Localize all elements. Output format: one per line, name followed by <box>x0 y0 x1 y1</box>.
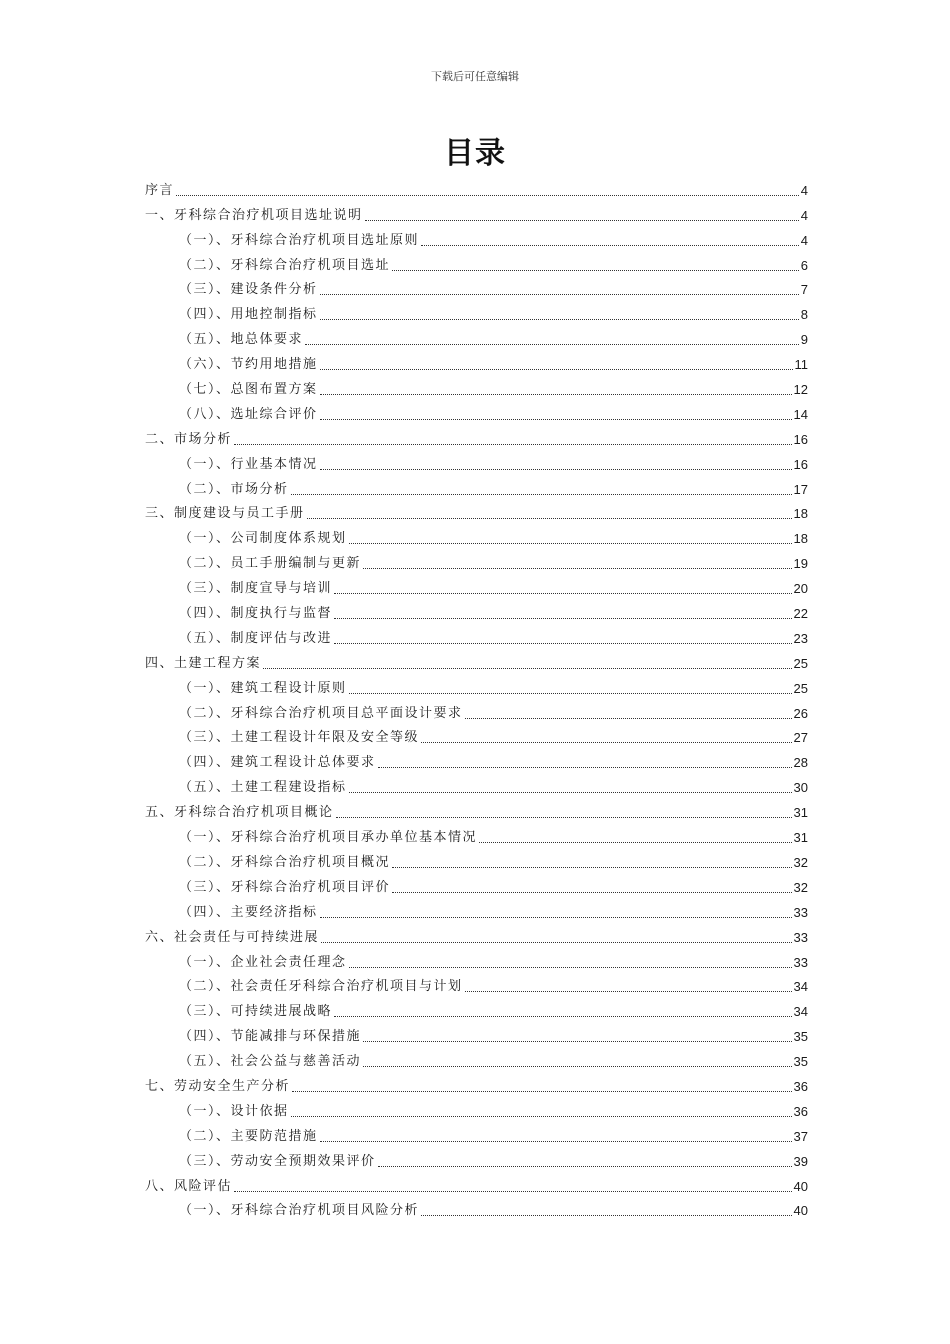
toc-entry[interactable] <box>145 498 808 523</box>
toc-entry-label: （四）、主要经济指标 <box>179 904 318 920</box>
toc-entry-page-number: 18 <box>793 506 808 522</box>
toc-entry-page-number: 25 <box>793 655 808 671</box>
toc-entry-label: 五、牙科综合治疗机项目概论 <box>145 805 334 821</box>
toc-entry[interactable] <box>145 746 808 771</box>
toc-dot-leader <box>291 1116 792 1117</box>
toc-dot-leader <box>363 568 792 569</box>
toc-entry-label: （三）、制度宣导与培训 <box>179 581 333 597</box>
toc-entry-page-number: 33 <box>793 904 808 920</box>
toc-dot-leader <box>292 1091 792 1092</box>
toc-entry[interactable] <box>145 597 808 622</box>
toc-entry[interactable] <box>145 423 808 448</box>
toc-entry-label: （七）、总图布置方案 <box>179 382 318 398</box>
toc-dot-leader <box>334 1016 792 1017</box>
toc-dot-leader <box>392 867 792 868</box>
toc-dot-leader <box>320 319 799 320</box>
toc-entry[interactable] <box>145 672 808 697</box>
toc-entry-label: （一）、牙科综合治疗机项目承办单位基本情况 <box>179 830 478 846</box>
toc-dot-leader <box>465 718 792 719</box>
toc-entry[interactable] <box>145 946 808 971</box>
toc-entry-label: 八、风险评估 <box>145 1178 233 1194</box>
toc-dot-leader <box>320 394 792 395</box>
toc-entry[interactable] <box>145 1095 808 1120</box>
toc-entry-page-number: 35 <box>793 1029 808 1045</box>
toc-dot-leader <box>378 767 792 768</box>
toc-entry[interactable] <box>145 199 808 224</box>
toc-dot-leader <box>263 668 792 669</box>
toc-entry[interactable] <box>145 1045 808 1070</box>
toc-entry-label: （一）、设计依据 <box>179 1103 289 1119</box>
toc-entry-page-number: 36 <box>793 1078 808 1094</box>
toc-entry[interactable] <box>145 1170 808 1195</box>
toc-entry-page-number: 40 <box>793 1178 808 1194</box>
toc-entry-page-number: 28 <box>793 755 808 771</box>
toc-entry-page-number: 4 <box>800 232 808 248</box>
toc-entry-label: （一）、建筑工程设计原则 <box>179 680 347 696</box>
toc-entry[interactable] <box>145 1145 808 1170</box>
toc-entry-page-number: 9 <box>800 332 808 348</box>
toc-entry-label: （一）、牙科综合治疗机项目风险分析 <box>179 1203 420 1219</box>
toc-entry-page-number: 31 <box>793 805 808 821</box>
toc-dot-leader <box>320 917 792 918</box>
toc-entry-page-number: 40 <box>793 1203 808 1219</box>
toc-dot-leader <box>334 593 792 594</box>
toc-entry[interactable] <box>145 622 808 647</box>
toc-entry-page-number: 17 <box>793 481 808 497</box>
toc-entry-page-number: 35 <box>793 1054 808 1070</box>
toc-entry-label: （三）、可持续进展战略 <box>179 1004 333 1020</box>
toc-entry-page-number: 14 <box>793 406 808 422</box>
toc-entry-page-number: 30 <box>793 780 808 796</box>
toc-entry-label: 二、市场分析 <box>145 431 233 447</box>
toc-entry-page-number: 7 <box>800 282 808 298</box>
toc-dot-leader <box>392 270 799 271</box>
toc-dot-leader <box>320 369 793 370</box>
toc-entry-label: （四）、建筑工程设计总体要求 <box>179 755 376 771</box>
toc-entry[interactable] <box>145 274 808 299</box>
toc-entry-label: （四）、用地控制指标 <box>179 307 318 323</box>
toc-entry-label: 三、制度建设与员工手册 <box>145 506 305 522</box>
toc-entry-page-number: 19 <box>793 556 808 572</box>
toc-entry[interactable] <box>145 547 808 572</box>
toc-entry[interactable] <box>145 298 808 323</box>
toc-dot-leader <box>291 494 792 495</box>
toc-entry-page-number: 32 <box>793 879 808 895</box>
toc-entry[interactable] <box>145 821 808 846</box>
toc-entry[interactable] <box>145 722 808 747</box>
toc-entry-page-number: 23 <box>793 630 808 646</box>
toc-entry-label: （三）、牙科综合治疗机项目评价 <box>179 879 391 895</box>
toc-entry-page-number: 16 <box>793 431 808 447</box>
table-of-contents <box>145 174 808 1219</box>
toc-entry-page-number: 11 <box>794 357 808 373</box>
toc-dot-leader <box>320 469 792 470</box>
toc-entry-page-number: 25 <box>793 680 808 696</box>
toc-entry-label: （五）、土建工程建设指标 <box>179 780 347 796</box>
toc-entry[interactable] <box>145 473 808 498</box>
toc-entry-page-number: 4 <box>800 182 808 198</box>
toc-dot-leader <box>320 1141 792 1142</box>
toc-entry[interactable] <box>145 348 808 373</box>
toc-entry-page-number: 34 <box>793 1004 808 1020</box>
toc-entry-label: （八）、选址综合评价 <box>179 406 318 422</box>
toc-entry[interactable] <box>145 796 808 821</box>
toc-entry-page-number: 6 <box>800 257 808 273</box>
toc-entry-page-number: 4 <box>800 207 808 223</box>
toc-entry-label: （六）、节约用地措施 <box>179 357 318 373</box>
toc-dot-leader <box>421 245 799 246</box>
toc-dot-leader <box>349 792 792 793</box>
toc-dot-leader <box>378 1166 792 1167</box>
toc-dot-leader <box>320 294 799 295</box>
toc-dot-leader <box>234 1191 792 1192</box>
toc-entry[interactable] <box>145 249 808 274</box>
toc-dot-leader <box>349 967 792 968</box>
toc-entry[interactable] <box>145 896 808 921</box>
toc-entry[interactable] <box>145 224 808 249</box>
toc-dot-leader <box>465 991 792 992</box>
toc-entry[interactable] <box>145 697 808 722</box>
toc-entry-label: （五）、制度评估与改进 <box>179 630 333 646</box>
toc-entry-label: （三）、建设条件分析 <box>179 282 318 298</box>
toc-entry[interactable] <box>145 522 808 547</box>
toc-entry-page-number: 8 <box>800 307 808 323</box>
toc-entry-label: （一）、行业基本情况 <box>179 456 318 472</box>
toc-entry[interactable] <box>145 1195 808 1220</box>
toc-entry[interactable] <box>145 1120 808 1145</box>
toc-entry[interactable] <box>145 174 808 199</box>
toc-entry-page-number: 27 <box>793 730 808 746</box>
toc-entry-page-number: 33 <box>793 929 808 945</box>
toc-entry[interactable] <box>145 323 808 348</box>
toc-entry-page-number: 39 <box>793 1153 808 1169</box>
toc-dot-leader <box>365 220 799 221</box>
toc-entry-label: 序言 <box>145 182 175 198</box>
toc-entry[interactable] <box>145 846 808 871</box>
toc-entry-page-number: 36 <box>793 1103 808 1119</box>
toc-entry[interactable] <box>145 995 808 1020</box>
toc-entry[interactable] <box>145 1020 808 1045</box>
toc-entry-label: 七、劳动安全生产分析 <box>145 1078 291 1094</box>
toc-entry-page-number: 12 <box>793 382 808 398</box>
toc-title: 目录 <box>444 136 506 171</box>
toc-entry-label: （四）、节能减排与环保措施 <box>179 1029 362 1045</box>
toc-dot-leader <box>334 618 792 619</box>
toc-entry[interactable] <box>145 448 808 473</box>
toc-entry-label: （二）、牙科综合治疗机项目总平面设计要求 <box>179 705 463 721</box>
toc-entry-page-number: 37 <box>793 1128 808 1144</box>
toc-entry-page-number: 34 <box>793 979 808 995</box>
toc-dot-leader <box>363 1066 792 1067</box>
toc-entry-label: （三）、土建工程设计年限及安全等级 <box>179 730 420 746</box>
toc-dot-leader <box>392 892 792 893</box>
toc-entry[interactable] <box>145 373 808 398</box>
toc-entry-label: （四）、制度执行与监督 <box>179 606 333 622</box>
toc-entry-label: 四、土建工程方案 <box>145 655 262 671</box>
header-note: 下载后可任意编辑 <box>431 70 519 83</box>
toc-entry-label: 六、社会责任与可持续进展 <box>145 929 320 945</box>
toc-entry[interactable] <box>145 398 808 423</box>
toc-dot-leader <box>320 419 792 420</box>
toc-entry-label: （二）、员工手册编制与更新 <box>179 556 362 572</box>
toc-entry-label: （二）、主要防范措施 <box>179 1128 318 1144</box>
toc-entry-page-number: 33 <box>793 954 808 970</box>
toc-entry-label: （一）、企业社会责任理念 <box>179 954 347 970</box>
toc-entry-label: （二）、社会责任牙科综合治疗机项目与计划 <box>179 979 463 995</box>
toc-entry-page-number: 26 <box>793 705 808 721</box>
toc-dot-leader <box>321 942 792 943</box>
toc-dot-leader <box>421 1215 792 1216</box>
toc-entry-label: （一）、牙科综合治疗机项目选址原则 <box>179 232 420 248</box>
toc-entry-page-number: 16 <box>793 456 808 472</box>
toc-entry-page-number: 31 <box>793 830 808 846</box>
toc-dot-leader <box>234 444 792 445</box>
toc-entry-label: （五）、社会公益与慈善活动 <box>179 1054 362 1070</box>
toc-entry-label: （一）、公司制度体系规划 <box>179 531 347 547</box>
toc-dot-leader <box>349 693 792 694</box>
toc-entry-page-number: 22 <box>793 606 808 622</box>
toc-entry[interactable] <box>145 871 808 896</box>
toc-entry-label: （二）、牙科综合治疗机项目选址 <box>179 257 391 273</box>
toc-entry-label: （五）、地总体要求 <box>179 332 304 348</box>
toc-dot-leader <box>363 1041 792 1042</box>
toc-entry[interactable] <box>145 647 808 672</box>
toc-dot-leader <box>349 543 792 544</box>
toc-dot-leader <box>334 643 792 644</box>
toc-entry-label: （二）、市场分析 <box>179 481 289 497</box>
toc-entry[interactable] <box>145 921 808 946</box>
toc-dot-leader <box>336 817 792 818</box>
toc-dot-leader <box>307 518 792 519</box>
toc-dot-leader <box>305 344 799 345</box>
toc-entry[interactable] <box>145 1070 808 1095</box>
toc-dot-leader <box>176 195 799 196</box>
toc-entry[interactable] <box>145 572 808 597</box>
toc-entry-page-number: 32 <box>793 854 808 870</box>
toc-entry[interactable] <box>145 971 808 996</box>
toc-dot-leader <box>479 842 792 843</box>
toc-entry-page-number: 20 <box>793 581 808 597</box>
toc-entry-label: 一、牙科综合治疗机项目选址说明 <box>145 207 363 223</box>
toc-entry[interactable] <box>145 771 808 796</box>
toc-entry-label: （三）、劳动安全预期效果评价 <box>179 1153 376 1169</box>
toc-entry-label: （二）、牙科综合治疗机项目概况 <box>179 854 391 870</box>
toc-entry-page-number: 18 <box>793 531 808 547</box>
toc-dot-leader <box>421 742 792 743</box>
